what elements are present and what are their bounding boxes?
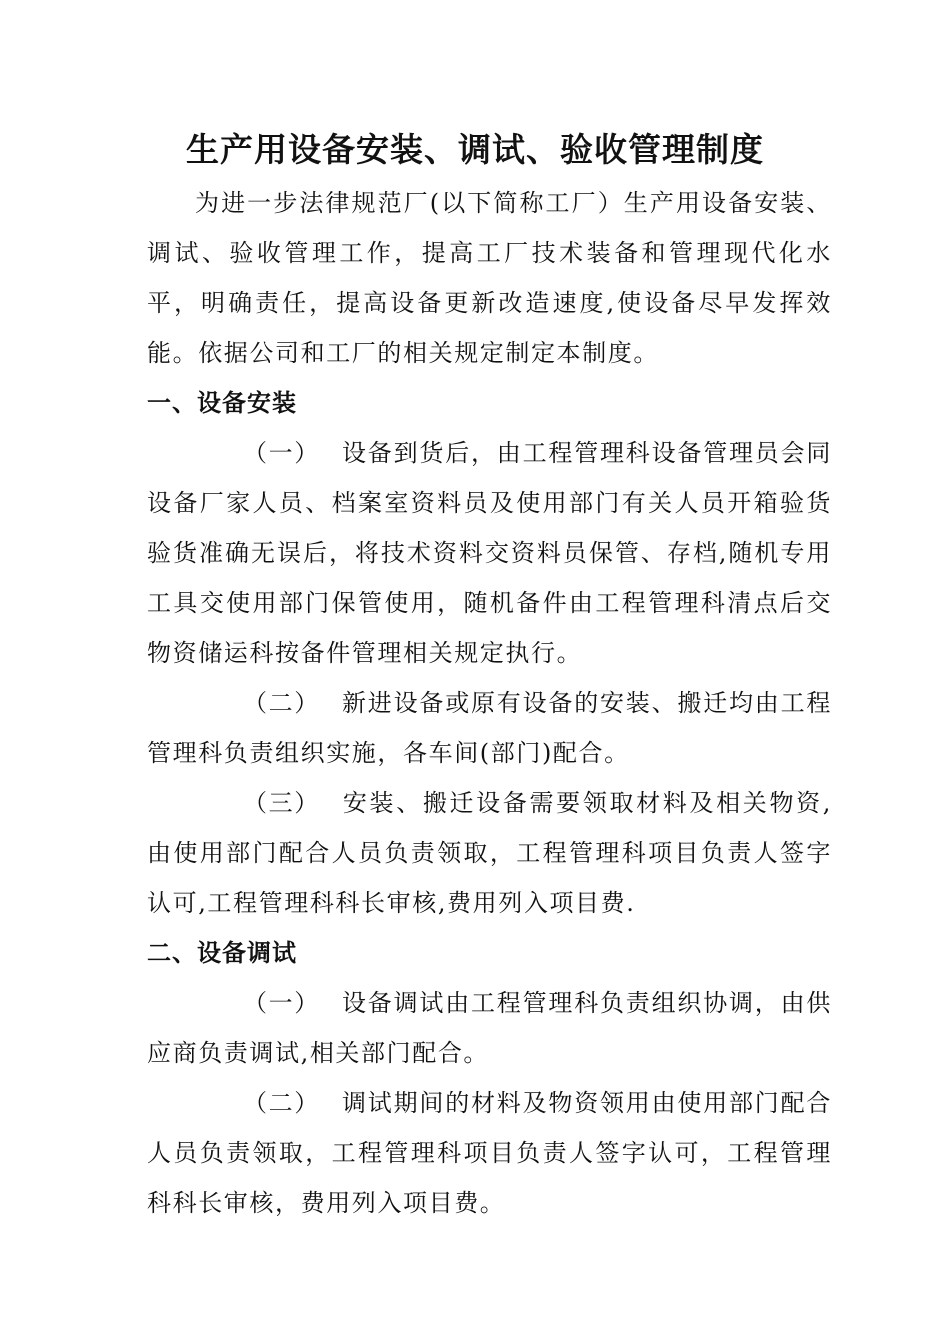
- document-body: [147, 178, 832, 1228]
- clause-item: [147, 428, 832, 678]
- clause-text: 安装、搬迁设备需要领取材料及相关物资,由使用部门配合人员负责领取，工程管理科项目负责人签字认可,工程管理科科长审核,费用列入项目费.: [147, 789, 832, 917]
- clause-number: （一）: [243, 439, 320, 467]
- document-title: 生产用设备安装、调试、验收管理制度: [186, 130, 764, 169]
- section-installation: [147, 378, 832, 928]
- intro-paragraph: 为进一步法律规范厂(以下简称工厂）生产用设备安装、调试、验收管理工作，提高工厂技术装备和管理现代化水平，明确责任，提高设备更新改造速度,使设备尽早发挥效能。依据公司和工厂的相关规定制定本制度。: [147, 189, 832, 367]
- clause-item: [147, 678, 832, 778]
- clause-item: [147, 978, 832, 1078]
- clause-text: 新进设备或原有设备的安装、搬迁均由工程管理科负责组织实施，各车间(部门)配合。: [147, 689, 832, 767]
- section-commissioning: [147, 928, 832, 1228]
- section-heading: 一、设备安装: [147, 389, 297, 417]
- section-heading: 二、设备调试: [147, 939, 297, 967]
- clause-number: （二）: [243, 689, 320, 717]
- clause-text: 设备调试由工程管理科负责组织协调，由供应商负责调试,相关部门配合。: [147, 989, 832, 1067]
- clause-text: 设备到货后，由工程管理科设备管理员会同设备厂家人员、档案室资料员及使用部门有关人员开箱验货验货准确无误后，将技术资料交资料员保管、存档,随机专用工具交使用部门保管使用，随机备件由工程管理科清点后交物资储运科按备件管理相关规定执行。: [147, 439, 832, 667]
- clause-item: [147, 778, 832, 928]
- clause-number: （三）: [243, 789, 320, 817]
- clause-number: （一）: [243, 989, 320, 1017]
- clause-text: 调试期间的材料及物资领用由使用部门配合人员负责领取，工程管理科项目负责人签字认可，工程管理科科长审核，费用列入项目费。: [147, 1089, 832, 1217]
- clause-item: [147, 1078, 832, 1228]
- clause-number: （二）: [243, 1089, 320, 1117]
